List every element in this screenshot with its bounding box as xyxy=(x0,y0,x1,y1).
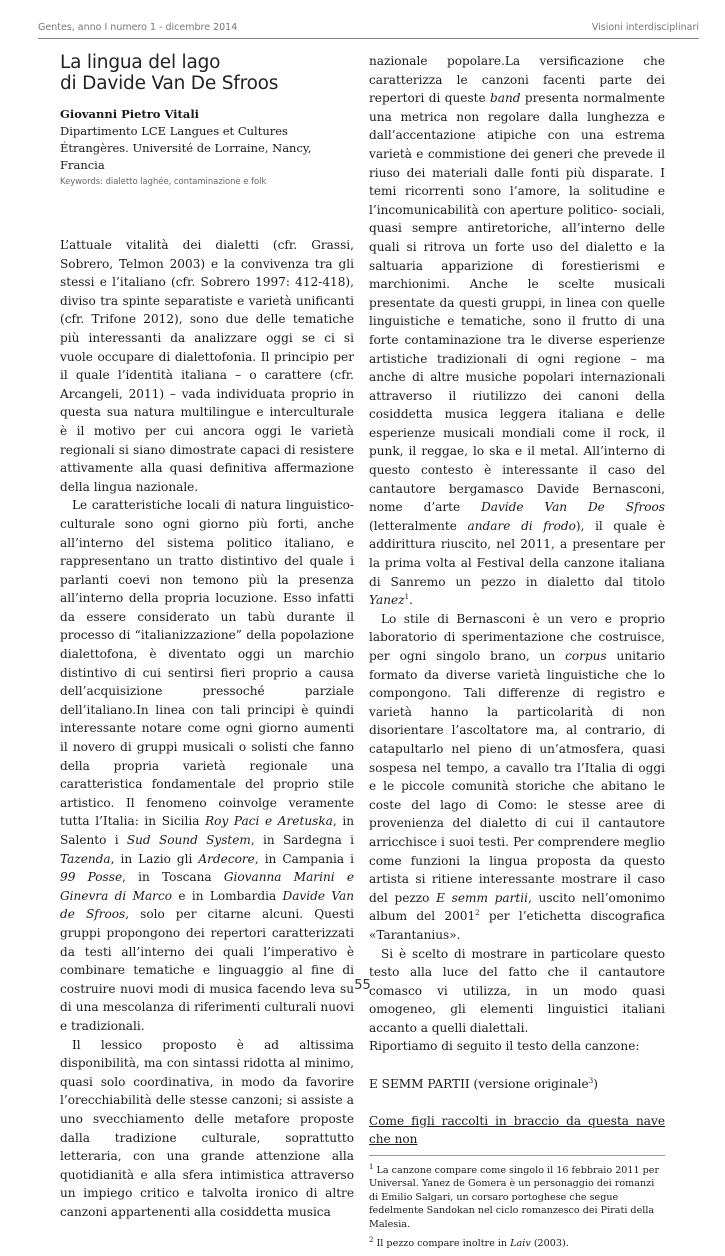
footnotes xyxy=(369,1155,665,1250)
lyric-line: Come figli raccolti in braccio da questa nave che non xyxy=(369,1113,665,1147)
footnote-ref[interactable]: 1 xyxy=(404,593,410,602)
paragraph: Riportiamo di seguito il testo della canzone: xyxy=(369,1039,640,1054)
paragraph: Le caratteristiche locali di natura linguistico-culturale sono ogni giorno più forti, anche all’interno del sistema politico italiano, e rappresentano un tratto distintivo del quale i parlanti coevi non temono più la presenza all’interno della propria locuzione. Esso infatti da essere considerato un tabù durante il processo di “italianizzazione” della popolazione dialettofona, è diventato oggi un marchio distintivo di cui sentirsi fieri proprio a causa dell’acquisizione pressoché parziale dell’italiano.In linea con tali principi è quindi interessante notare come ogni giorno aumenti il novero di gruppi musicali o solisti che fanno della propria varietà regionale una caratteristica fondamentale del proprio stile artistico. Il fenomeno coinvolge veramente tutta l’Italia: in Sicilia Roy Paci e Aretuska, in Salento i Sud Sound System, in Sardegna i Tazenda, in Lazio gli Ardecore, in Campania i 99 Posse, in Toscana Giovanna Marini e Ginevra di Marco e in Lombardia Davide Van de Sfroos, solo per citarne alcuni. Questi gruppi propongono dei repertori caratterizzati da testi all’interno dei quali l’imperativo è combinare tematiche e linguaggio al fine di costruire nuovi modi di musica facendo leva su di una mescolanza di riferimenti culturali nuovi e tradizionali. xyxy=(60,498,354,1033)
paragraph: L’attuale vitalità dei dialetti (cfr. Grassi, Sobrero, Telmon 2003) e la convivenza tra gli stessi e l’italiano (cfr. Sobrero 1997: 412-418), diviso tra spinte separatiste e varietà unificanti (cfr. Trifone 2012), sono due delle tematiche più interessanti da analizzare oggi se ci si vuole occupare di dialettofonia. Il principio per il quale l’identità italiana – o carattere (cfr. Arcangeli, 2011) – vada individuata proprio in questa sua natura multilingue e interculturale è il motivo per cui ancora oggi le varietà regionali si siano dimostrate capaci di resistere attivamente alla quasi definitiva affermazione della lingua nazionale. xyxy=(60,238,354,494)
footnote-2: $^2$ Il pezzo compare inoltre in Laiv (2003). xyxy=(369,1235,569,1250)
spacer xyxy=(369,1056,665,1075)
paragraph: nazionale popolare.La versificazione che caratterizza le canzoni facenti parte dei repertori di queste band presenta normalmente una metrica non regolare dalla lunghezza e dall’accentazione atipiche con una estrema varietà e commistione dei generi che prevede il riuso dei materiali dalle fonti più disparate. I temi ricorrenti sono l’amore, la solitudine e l’incomunicabilità con aperture politico- sociali, quasi sempre antiretoriche, all’interno delle quali si ritrova un forte uso del dialetto e la saltuaria apparizione di forestierismi e marchionimi. Anche le scelte musicali presentate da questi gruppi, in linea con quelle linguistiche e tematiche, sono il frutto di una forte contaminazione tra le diverse esperienze artistiche tradizionali di ogni regione – ma anche di altre musiche popolari internazionali attraverso il riutilizzo dei canoni della cosiddetta musica leggera italiana e delle esperienze musicali mondiali come il rock, il punk, il reggae, lo ska e il metal. All’interno di questo contesto è interessante il caso del cantautore bergamasco Davide Bernasconi, nome d’arte Davide Van De Sfroos (letteralmente andare di frodo), il quale è addirittura riuscito, nel 2011, a presentare per la prima volta al Festival della canzone italiana di Sanremo un pezzo in dialetto dal titolo Yanez$^1$. xyxy=(369,54,665,608)
title-line-1: La lingua del lago xyxy=(60,52,221,73)
paragraph: Si è scelto di mostrare in particolare questo testo alla luce del fatto che il cantautore comasco vi utilizza, in un modo quasi omogeneo, gli elementi linguistici italiani accanto a quelli dialettali. xyxy=(369,946,665,1035)
footnote-ref[interactable]: 3 xyxy=(588,1076,594,1085)
running-header xyxy=(38,22,699,38)
section-name: Visioni interdisciplinari xyxy=(591,22,699,33)
paragraph: Il lessico proposto è ad altissima disponibilità, ma con sintassi ridotta al minimo, quasi solo coordinativa, in modo da favorire l’orecchiabilità delle stesse canzoni; si assiste a uno svecchiamento delle metafore proposte dalla tradizione culturale, soprattutto letteraria, con una grande attenzione alla quotidianità e alla sfera intimistica attraverso un impiego critico e talvolta ironico di altre canzoni appartenenti alla cosiddetta musica xyxy=(60,1037,354,1219)
page-number: 55 xyxy=(354,978,371,993)
left-column xyxy=(60,52,354,1221)
song-title: E SEMM PARTII (versione originale$^3$) xyxy=(369,1076,598,1091)
journal-issue: Gentes, anno I numero 1 - dicembre 2014 xyxy=(38,22,238,33)
keywords: Keywords: dialetto laghée, contaminazione e folk xyxy=(60,176,267,186)
author-affiliation: Dipartimento LCE Langues et Cultures Étrangères. Université de Lorraine, Nancy, Francia xyxy=(60,124,312,172)
right-column xyxy=(369,52,665,1256)
spacer xyxy=(369,1093,665,1112)
paragraph: Lo stile di Bernasconi è un vero e proprio laboratorio di sperimentazione che costruisce, per ogni singolo brano, un corpus unitario formato da diverse varietà linguistiche che lo compongono. Tali differenze di registro e varietà hanno la particolarità di non disorientare l’ascoltatore ma, al contrario, di catapultarlo nel pieno di un’atmosfera, quasi sospesa nel tempo, a cavallo tra l’Italia di oggi e le piccole comunità storiche che abitano le coste del lago di Como: le stesse aree di provenienza del dialetto di cui il cantautore arricchisce i suoi testi. Per comprendere meglio come funzioni la lingua proposta da questo artista si ritiene interessante mostrare il caso del pezzo E semm partii, uscito nell’omonimo album del 2001$^2$ per l’etichetta discografica «Tarantanius». xyxy=(369,611,665,942)
author-name: Giovanni Pietro Vitali xyxy=(60,107,200,121)
footnote-ref[interactable]: 2 xyxy=(475,909,480,918)
article-title xyxy=(60,52,354,94)
title-line-2: di Davide Van De Sfroos xyxy=(60,73,279,94)
header-rule xyxy=(38,38,699,39)
footnote-1: $^1$ La canzone compare come singolo il 16 febbraio 2011 per Universal. Yanez de Gomera è un personaggio dei romanzi di Emilio Salgari, un corsaro portoghese che segue fedelmente Sandokan nel ciclo romanzesco dei Pirati della Malesia. xyxy=(369,1162,660,1230)
